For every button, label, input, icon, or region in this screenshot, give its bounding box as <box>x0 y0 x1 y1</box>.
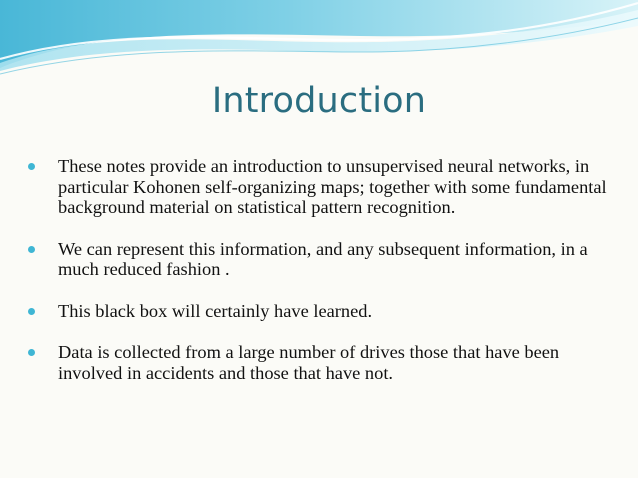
wave-header-icon <box>0 0 638 80</box>
bullet-item-4 <box>28 342 614 383</box>
slide-title: Introduction <box>211 81 427 121</box>
bullet-text: We can represent this information, and any subsequent information, in a much reduced fashion . <box>58 238 588 279</box>
bullet-text: Data is collected from a large number of drives those that have been involved in accidents and those that have not. <box>58 342 560 383</box>
round-bullet-icon <box>28 308 35 315</box>
round-bullet-icon <box>28 246 35 253</box>
round-bullet-icon <box>28 349 35 356</box>
bullet-text: This black box will certainly have learned. <box>58 300 373 321</box>
round-bullet-icon <box>28 163 35 170</box>
bullet-item-1 <box>28 156 614 218</box>
bullet-list <box>28 156 614 383</box>
bullet-item-3 <box>28 301 614 322</box>
bullet-text: These notes provide an introduction to unsupervised neural networks, in particular Kohonen self-organizing maps; together with some fundamental background material on statistical pattern recognition. <box>58 156 607 217</box>
bullet-item-2 <box>28 239 614 280</box>
